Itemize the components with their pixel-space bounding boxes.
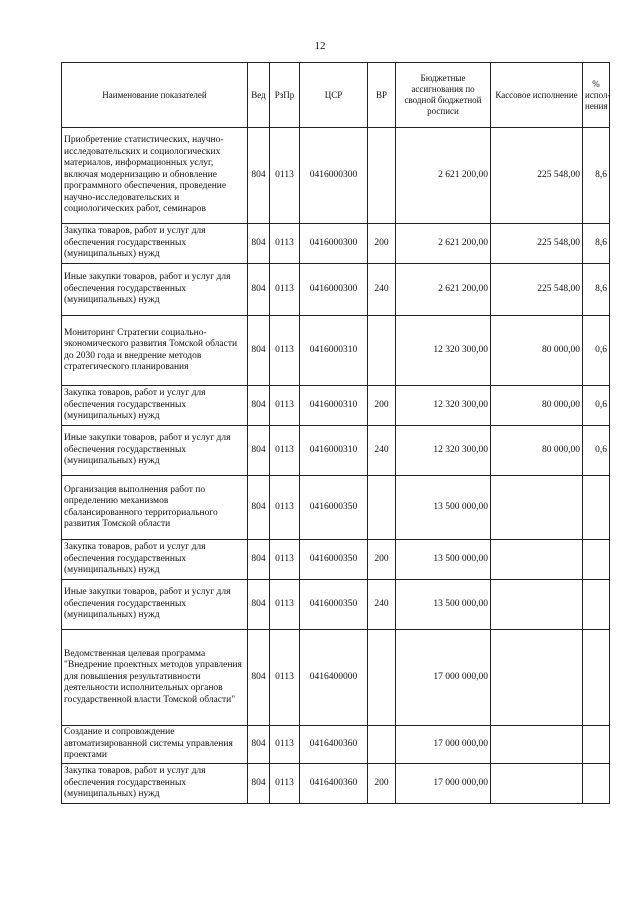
table-row	[62, 426, 610, 476]
header-pct: % испол-нения	[583, 63, 610, 128]
cell-ved: 804	[248, 580, 270, 630]
cell-vr	[368, 128, 396, 224]
table-row	[62, 224, 610, 264]
cell-cash: 225 548,00	[491, 224, 583, 264]
cell-name: Мониторинг Стратегии социально-экономического развития Томской области до 2030 года и внедрение методов стратегического планирования	[62, 316, 248, 386]
header-budget: Бюджетные ассигнования по сводной бюджетной росписи	[396, 63, 491, 128]
cell-budget: 17 000 000,00	[396, 726, 491, 764]
cell-csr: 0416400360	[300, 726, 368, 764]
cell-pct	[583, 476, 610, 540]
cell-name: Иные закупки товаров, работ и услуг для обеспечения государственных (муниципальных) нужд	[62, 580, 248, 630]
cell-vr: 240	[368, 426, 396, 476]
cell-csr: 0416000350	[300, 476, 368, 540]
cell-vr: 200	[368, 764, 396, 804]
cell-rzpr: 0113	[270, 580, 300, 630]
cell-csr: 0416400360	[300, 764, 368, 804]
cell-cash	[491, 540, 583, 580]
cell-budget: 2 621 200,00	[396, 224, 491, 264]
header-vr: ВР	[368, 63, 396, 128]
cell-ved: 804	[248, 726, 270, 764]
cell-rzpr: 0113	[270, 540, 300, 580]
cell-vr: 200	[368, 386, 396, 426]
page-number: 12	[314, 40, 326, 52]
header-cash: Кассовое исполнение	[491, 63, 583, 128]
cell-budget: 13 500 000,00	[396, 476, 491, 540]
cell-cash: 80 000,00	[491, 316, 583, 386]
header-name: Наименование показателей	[62, 63, 248, 128]
table-row	[62, 540, 610, 580]
cell-vr	[368, 476, 396, 540]
cell-pct	[583, 540, 610, 580]
cell-cash	[491, 726, 583, 764]
cell-vr: 200	[368, 540, 396, 580]
cell-rzpr: 0113	[270, 426, 300, 476]
cell-pct	[583, 580, 610, 630]
cell-cash: 225 548,00	[491, 264, 583, 316]
cell-budget: 17 000 000,00	[396, 764, 491, 804]
cell-ved: 804	[248, 426, 270, 476]
cell-rzpr: 0113	[270, 630, 300, 726]
cell-name: Закупка товаров, работ и услуг для обеспечения государственных (муниципальных) нужд	[62, 540, 248, 580]
cell-budget: 2 621 200,00	[396, 128, 491, 224]
table-row	[62, 316, 610, 386]
cell-budget: 12 320 300,00	[396, 426, 491, 476]
table-row	[62, 264, 610, 316]
cell-ved: 804	[248, 264, 270, 316]
cell-pct: 8,6	[583, 128, 610, 224]
table-row	[62, 630, 610, 726]
table-header-row	[62, 63, 610, 128]
cell-rzpr: 0113	[270, 224, 300, 264]
cell-csr: 0416400000	[300, 630, 368, 726]
cell-pct: 0,6	[583, 426, 610, 476]
cell-name: Иные закупки товаров, работ и услуг для обеспечения государственных (муниципальных) нужд	[62, 264, 248, 316]
cell-vr	[368, 726, 396, 764]
table-row	[62, 580, 610, 630]
cell-csr: 0416000310	[300, 316, 368, 386]
cell-rzpr: 0113	[270, 476, 300, 540]
cell-pct	[583, 764, 610, 804]
cell-rzpr: 0113	[270, 316, 300, 386]
table-row	[62, 726, 610, 764]
cell-rzpr: 0113	[270, 386, 300, 426]
header-csr: ЦСР	[300, 63, 368, 128]
cell-csr: 0416000300	[300, 128, 368, 224]
cell-rzpr: 0113	[270, 128, 300, 224]
cell-name: Организация выполнения работ по определению механизмов сбалансированного территориального развития Томской области	[62, 476, 248, 540]
cell-pct: 0,6	[583, 316, 610, 386]
cell-ved: 804	[248, 386, 270, 426]
header-ved: Вед	[248, 63, 270, 128]
table-row	[62, 764, 610, 804]
cell-vr: 200	[368, 224, 396, 264]
cell-name: Закупка товаров, работ и услуг для обеспечения государственных (муниципальных) нужд	[62, 764, 248, 804]
cell-cash	[491, 630, 583, 726]
cell-rzpr: 0113	[270, 764, 300, 804]
cell-name: Ведомственная целевая программа "Внедрение проектных методов управления для повышения результативности деятельности исполнительных органов государственной власти Томской области"	[62, 630, 248, 726]
cell-csr: 0416000310	[300, 426, 368, 476]
cell-budget: 12 320 300,00	[396, 386, 491, 426]
cell-ved: 804	[248, 540, 270, 580]
cell-pct: 8,6	[583, 264, 610, 316]
header-rzpr: РзПр	[270, 63, 300, 128]
cell-budget: 2 621 200,00	[396, 264, 491, 316]
cell-cash: 80 000,00	[491, 426, 583, 476]
cell-pct	[583, 726, 610, 764]
cell-vr	[368, 630, 396, 726]
cell-rzpr: 0113	[270, 726, 300, 764]
cell-csr: 0416000350	[300, 540, 368, 580]
cell-cash	[491, 580, 583, 630]
cell-vr	[368, 316, 396, 386]
cell-name: Закупка товаров, работ и услуг для обеспечения государственных (муниципальных) нужд	[62, 386, 248, 426]
cell-csr: 0416000300	[300, 264, 368, 316]
cell-ved: 804	[248, 476, 270, 540]
cell-name: Иные закупки товаров, работ и услуг для обеспечения государственных (муниципальных) нужд	[62, 426, 248, 476]
cell-vr: 240	[368, 580, 396, 630]
cell-pct: 0,6	[583, 386, 610, 426]
budget-execution-table	[61, 62, 610, 804]
cell-ved: 804	[248, 128, 270, 224]
table-row	[62, 128, 610, 224]
cell-csr: 0416000300	[300, 224, 368, 264]
table-row	[62, 386, 610, 426]
cell-cash: 225 548,00	[491, 128, 583, 224]
cell-cash	[491, 764, 583, 804]
cell-ved: 804	[248, 630, 270, 726]
cell-csr: 0416000310	[300, 386, 368, 426]
cell-ved: 804	[248, 316, 270, 386]
cell-name: Приобретение статистических, научно-исследовательских и социологических материалов, информационных услуг, включая модернизацию и обновление программного обеспечения, проведение научно-исследовательских и социологических работ, семинаров	[62, 128, 248, 224]
cell-pct	[583, 630, 610, 726]
cell-rzpr: 0113	[270, 264, 300, 316]
cell-name: Закупка товаров, работ и услуг для обеспечения государственных (муниципальных) нужд	[62, 224, 248, 264]
cell-csr: 0416000350	[300, 580, 368, 630]
cell-cash	[491, 476, 583, 540]
cell-ved: 804	[248, 764, 270, 804]
cell-cash: 80 000,00	[491, 386, 583, 426]
cell-ved: 804	[248, 224, 270, 264]
cell-vr: 240	[368, 264, 396, 316]
cell-name: Создание и сопровождение автоматизированной системы управления проектами	[62, 726, 248, 764]
cell-pct: 8,6	[583, 224, 610, 264]
cell-budget: 17 000 000,00	[396, 630, 491, 726]
cell-budget: 13 500 000,00	[396, 540, 491, 580]
cell-budget: 13 500 000,00	[396, 580, 491, 630]
table-row	[62, 476, 610, 540]
cell-budget: 12 320 300,00	[396, 316, 491, 386]
